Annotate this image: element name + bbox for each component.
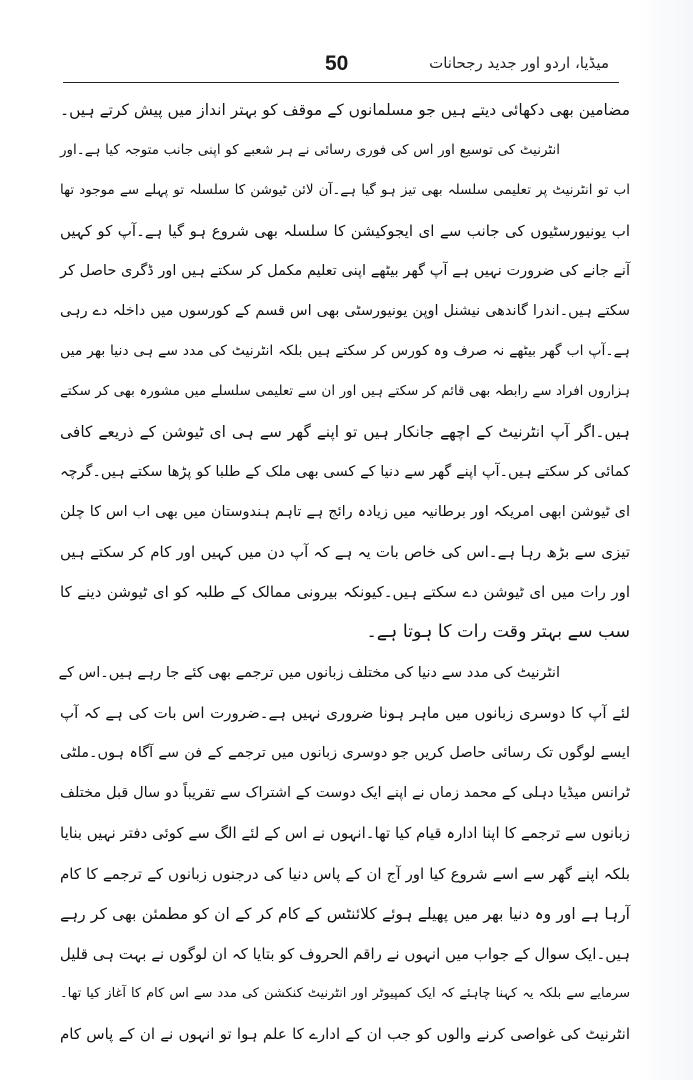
text-line: ٹرانس میڈیا دہلی کے محمد زماں نے اپنے ایک دوست کے اشتراک سے تقریباً دو سال قبل مختلف [60, 785, 630, 802]
page-number: 50 [325, 52, 349, 75]
text-line: سرمایے سے بلکہ یہ کہنا چاہئے کہ ایک کمپیوٹر اور انٹرنیٹ کنکشن کی مدد سے اس کام کا آغاز کیا تھا۔ [60, 986, 630, 1002]
text-line: اب یونیورسٹیوں کی جانب سے ای ایجوکیشن کا سلسلہ بھی شروع ہو گیا ہے۔آپ کو کہیں [60, 221, 630, 240]
text-line: ای ٹیوشن ابھی امریکہ اور برطانیہ میں زیادہ رائج ہے تاہم ہندوستان میں بھی اب اس کا چلن [60, 503, 630, 520]
text-line: مضامین بھی دکھائی دیتے ہیں جو مسلمانوں کے موقف کو بہتر انداز میں پیش کرتے ہیں۔ [60, 101, 630, 119]
text-line: اب تو انٹرنیٹ پر تعلیمی سلسلہ بھی تیز ہو گیا ہے۔آن لائن ٹیوشن کا سلسلہ تو پہلے سے موجود تھا [60, 182, 630, 199]
paragraph [60, 130, 630, 652]
paragraph [60, 90, 630, 130]
text-line: انٹرنیٹ کی غواصی کرنے والوں کو جب ان کے ادارے کا علم ہوا تو انہوں نے ان کے پاس کام [60, 1025, 630, 1044]
text-line: آرہا ہے اور وہ دنیا بھر میں پھیلے ہوئے کلائنٹس کے کام کر کے ان کو مطمئن بھی کر رہے [60, 904, 630, 923]
text-line: کمائی کر سکتے ہیں۔آپ اپنے گھر سے دنیا کے کسی بھی ملک کے طلبا کو پڑھا سکتے ہیں۔گرچہ [60, 463, 630, 480]
text-line: ایسے لوگوں تک رسائی حاصل کریں جو دوسری زبانوں میں ترجمے کے فن سے آگاہ ہوں۔ملٹی [60, 745, 630, 761]
text-line: زبانوں سے ترجمے کا اپنا ادارہ قیام کیا تھا۔انہوں نے اس کے لئے الگ سے کوئی دفتر نہیں بنایا [60, 824, 630, 843]
text-line: سکتے ہیں۔اندرا گاندھی نیشنل اوپن یونیورسٹی بھی اس قسم کے کورسوں میں داخلہ دے رہی [60, 302, 630, 319]
text-line: سب سے بہتر وقت رات کا ہوتا ہے۔ [366, 622, 630, 643]
running-title: میڈیا، اردو اور جدید رجحانات [429, 54, 609, 72]
header-rule [63, 82, 619, 83]
body-text [60, 90, 630, 1055]
text-line: ہیں۔اگر آپ انٹرنیٹ کے اچھے جانکار ہیں تو اپنے گھر سے ہی ای ٹیوشن کے ذریعے کافی [60, 422, 630, 441]
text-line: انٹرنیٹ کی توسیع اور اس کی فوری رسائی نے ہر شعبے کو اپنی جانب متوجہ کیا ہے۔اور [60, 142, 560, 159]
text-line: آنے جانے کی ضرورت نہیں ہے آپ گھر بیٹھے اپنی تعلیم مکمل کر سکتے ہیں اور ڈگری حاصل کر [60, 262, 630, 279]
text-line: لئے آپ کا دوسری زبانوں میں ماہر ہونا ضروری نہیں ہے۔ضرورت اس بات کی ہے کہ آپ [60, 703, 630, 722]
running-head [63, 52, 619, 80]
text-line: ہزاروں افراد سے رابطہ بھی قائم کر سکتے ہیں اور ان سے تعلیمی سلسلے میں مشورہ بھی کر سکتے [60, 383, 630, 400]
text-line: ہے۔آپ اب گھر بیٹھے نہ صرف وہ کورس کر سکتے ہیں بلکہ انٹرنیٹ کی مدد سے ہی دنیا بھر میں [60, 343, 630, 360]
paragraph [60, 653, 630, 1055]
text-line: انٹرنیٹ کی مدد سے دنیا کی مختلف زبانوں میں ترجمے بھی کئے جا رہے ہیں۔اس کے [58, 664, 560, 681]
text-line: بلکہ اپنے گھر سے اسے شروع کیا اور آج ان کے پاس دنیا کی درجنوں زبانوں کے ترجمے کا کام [60, 864, 630, 883]
text-line: اور رات میں ای ٹیوشن دے سکتے ہیں۔کیونکہ بیرونی ممالک کے طلبہ کو ای ٹیوشن دینے کا [60, 583, 630, 602]
text-line: ہیں۔ایک سوال کے جواب میں انہوں نے راقم الحروف کو بتایا کہ ان لوگوں نے بہت ہی قلیل [59, 944, 630, 963]
text-line: تیزی سے بڑھ رہا ہے۔اس کی خاص بات یہ ہے کہ آپ دن میں کہیں اور کام کر سکتے ہیں [60, 543, 630, 562]
